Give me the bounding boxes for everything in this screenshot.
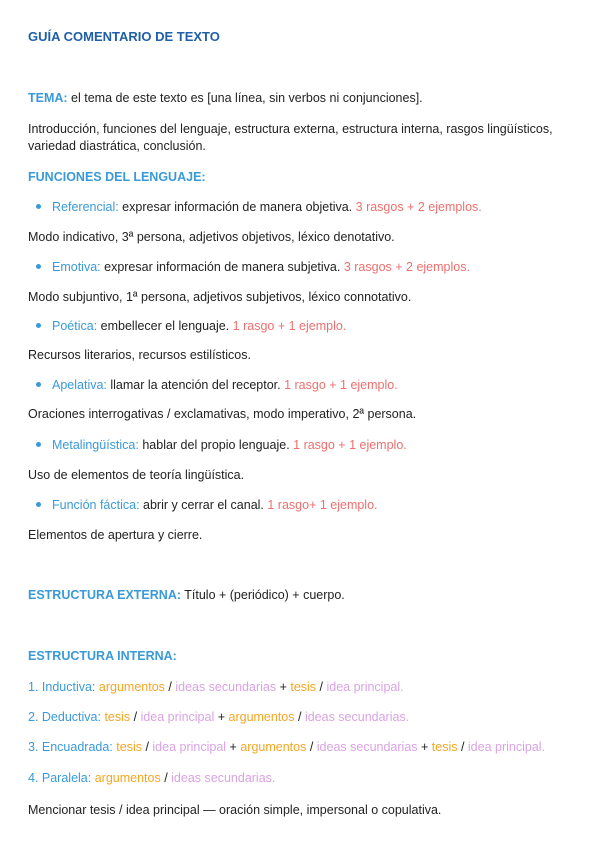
tesis-term: tesis bbox=[431, 740, 458, 754]
funcion-rule: 1 rasgo + 1 ejemplo. bbox=[232, 319, 347, 333]
separator: + bbox=[214, 710, 229, 724]
funcion-desc: expresar información de manera objetiva. bbox=[118, 200, 356, 214]
page-title: GUÍA COMENTARIO DE TEXTO bbox=[28, 29, 220, 44]
tesis-term: tesis bbox=[116, 740, 142, 754]
bullet-icon bbox=[36, 502, 41, 507]
separator: / bbox=[294, 710, 305, 724]
funcion-rule: 1 rasgo+ 1 ejemplo. bbox=[267, 498, 378, 512]
separator: / bbox=[316, 680, 327, 694]
interna-item-inductiva bbox=[28, 679, 576, 696]
funcion-detail: Oraciones interrogativas / exclamativas, modo imperativo, 2ª persona. bbox=[28, 407, 417, 421]
funcion-detail: Uso de elementos de teoría lingüística. bbox=[28, 468, 245, 482]
idea-term: idea principal bbox=[152, 740, 227, 754]
ideas-term: ideas secundarias bbox=[316, 740, 418, 754]
externa-text: Título + (periódico) + cuerpo. bbox=[181, 588, 345, 602]
funcion-item-apelativa bbox=[36, 377, 576, 394]
interna-heading: ESTRUCTURA INTERNA: bbox=[28, 649, 177, 663]
funcion-detail: Modo subjuntivo, 1ª persona, adjetivos subjetivos, léxico connotativo. bbox=[28, 290, 412, 304]
argumentos-term: argumentos bbox=[228, 710, 295, 724]
funciones-heading: FUNCIONES DEL LENGUAJE: bbox=[28, 170, 206, 184]
tema-label: TEMA: bbox=[28, 91, 68, 105]
funcion-name: Metalingüística: bbox=[52, 438, 139, 452]
externa-label: ESTRUCTURA EXTERNA: bbox=[28, 588, 182, 602]
funcion-name: Referencial: bbox=[52, 200, 119, 214]
funcion-item-fatica bbox=[36, 497, 576, 514]
argumentos-term: argumentos bbox=[98, 680, 165, 694]
funcion-name: Apelativa: bbox=[52, 378, 107, 392]
bullet-icon bbox=[36, 204, 41, 209]
idea-term: idea principal. bbox=[467, 740, 546, 754]
separator: / bbox=[164, 680, 176, 694]
funcion-desc: expresar información de manera subjetiva. bbox=[100, 260, 344, 274]
idea-term: idea principal bbox=[140, 710, 215, 724]
funcion-item-emotiva bbox=[36, 259, 576, 276]
funcion-item-referencial bbox=[36, 199, 576, 216]
separator: + bbox=[226, 740, 241, 754]
funcion-desc: embellecer el lenguaje. bbox=[97, 319, 233, 333]
funcion-item-metalinguistica bbox=[36, 437, 576, 454]
interna-label: 2. Deductiva: bbox=[28, 710, 101, 724]
bullet-icon bbox=[36, 264, 41, 269]
funcion-rule: 3 rasgos + 2 ejemplos. bbox=[355, 200, 482, 214]
funcion-detail: Elementos de apertura y cierre. bbox=[28, 528, 203, 542]
funcion-detail: Modo indicativo, 3ª persona, adjetivos objetivos, léxico denotativo. bbox=[28, 230, 395, 244]
externa-line bbox=[28, 587, 576, 604]
intro-paragraph: Introducción, funciones del lenguaje, estructura externa, estructura interna, rasgos lingüísticos, variedad diastrática, conclusión. bbox=[28, 122, 553, 153]
funcion-name: Emotiva: bbox=[52, 260, 101, 274]
funcion-rule: 3 rasgos + 2 ejemplos. bbox=[343, 260, 470, 274]
tema-line bbox=[28, 90, 576, 107]
ideas-term: ideas secundarias. bbox=[171, 771, 276, 785]
bullet-icon bbox=[36, 382, 41, 387]
separator: / bbox=[306, 740, 317, 754]
funcion-desc: hablar del propio lenguaje. bbox=[138, 438, 294, 452]
interna-item-paralela bbox=[28, 770, 576, 787]
funcion-desc: abrir y cerrar el canal. bbox=[139, 498, 268, 512]
funcion-name: Poética: bbox=[52, 319, 98, 333]
interna-label: 1. Inductiva: bbox=[28, 680, 96, 694]
bullet-icon bbox=[36, 442, 41, 447]
interna-label: 3. Encuadrada: bbox=[28, 740, 113, 754]
idea-term: idea principal. bbox=[326, 680, 404, 694]
tesis-term: tesis bbox=[290, 680, 317, 694]
tema-text: el tema de este texto es [una línea, sin verbos ni conjunciones]. bbox=[67, 91, 423, 105]
interna-note: Mencionar tesis / idea principal — oración simple, impersonal o copulativa. bbox=[28, 803, 442, 817]
separator: + bbox=[417, 740, 432, 754]
funcion-rule: 1 rasgo + 1 ejemplo. bbox=[293, 438, 407, 452]
separator: / bbox=[160, 771, 172, 785]
ideas-term: ideas secundarias bbox=[175, 680, 277, 694]
funcion-detail: Recursos literarios, recursos estilísticos. bbox=[28, 348, 251, 362]
argumentos-term: argumentos bbox=[240, 740, 307, 754]
interna-label: 4. Paralela: bbox=[28, 771, 92, 785]
tesis-term: tesis bbox=[104, 710, 131, 724]
separator: / bbox=[141, 740, 153, 754]
funcion-item-poetica bbox=[36, 318, 576, 335]
interna-item-encuadrada bbox=[28, 739, 576, 756]
funcion-desc: llamar la atención del receptor. bbox=[106, 378, 285, 392]
ideas-term: ideas secundarias. bbox=[304, 710, 410, 724]
argumentos-term: argumentos bbox=[94, 771, 161, 785]
separator: / bbox=[457, 740, 468, 754]
separator: / bbox=[130, 710, 141, 724]
funcion-rule: 1 rasgo + 1 ejemplo. bbox=[284, 378, 398, 392]
separator: + bbox=[276, 680, 291, 694]
bullet-icon bbox=[36, 323, 41, 328]
interna-item-deductiva bbox=[28, 709, 576, 726]
funcion-name: Función fáctica: bbox=[52, 498, 140, 512]
